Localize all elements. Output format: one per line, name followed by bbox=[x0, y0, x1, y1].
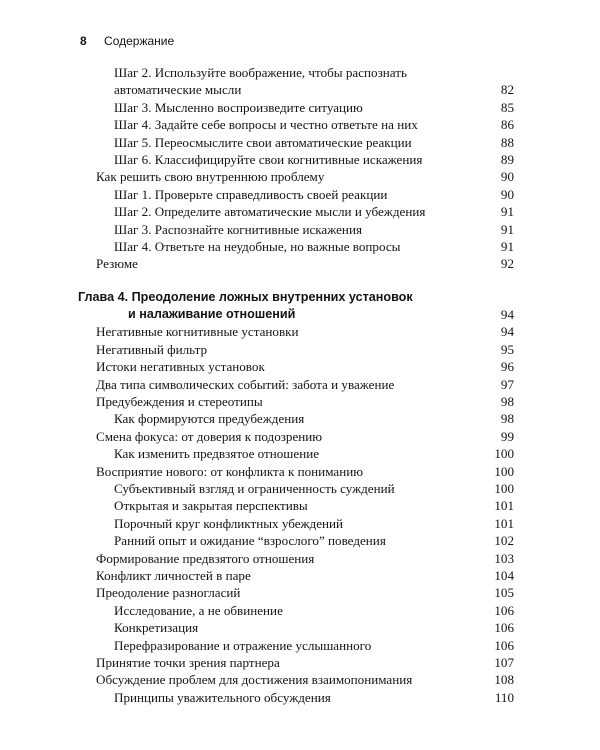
toc-entry bbox=[0, 410, 600, 427]
toc-entry bbox=[0, 99, 600, 116]
toc-entry bbox=[0, 358, 600, 375]
toc-entry-title: Как изменить предвзятое отношение bbox=[114, 446, 320, 462]
toc-entry bbox=[0, 584, 600, 601]
toc-entry bbox=[0, 463, 600, 480]
toc-entry bbox=[0, 255, 600, 272]
toc-entry-title: Шаг 3. Распознайте когнитивные искажения bbox=[114, 221, 362, 237]
toc-entry-title: Исследование, а не обвинение bbox=[114, 602, 283, 618]
running-header bbox=[80, 34, 174, 48]
toc-entry bbox=[0, 619, 600, 636]
toc-entry-title: Конфликт личностей в паре bbox=[96, 567, 251, 583]
toc-entry-title: Преодоление разногласий bbox=[96, 585, 241, 601]
toc-entry-title: Шаг 2. Определите автоматические мысли и убеждения bbox=[114, 204, 426, 220]
toc-entry bbox=[0, 532, 600, 549]
table-of-contents bbox=[0, 64, 600, 706]
toc-entry-title: Глава 4. Преодоление ложных внутренних установок bbox=[78, 289, 413, 304]
toc-entry-page: 99 bbox=[500, 428, 514, 444]
toc-entry-title: Ранний опыт и ожидание “взрослого” поведения bbox=[114, 533, 386, 549]
toc-entry-title: Формирование предвзятого отношения bbox=[96, 550, 315, 566]
toc-entry-title: Как решить свою внутреннюю проблему bbox=[96, 169, 325, 185]
toc-entry-page: 95 bbox=[500, 341, 514, 357]
toc-entry-title: Шаг 1. Проверьте справедливость своей реакции bbox=[114, 186, 388, 202]
page-number: 8 bbox=[80, 34, 87, 48]
toc-entry bbox=[0, 221, 600, 238]
toc-entry bbox=[0, 168, 600, 185]
toc-entry bbox=[0, 186, 600, 203]
toc-entry bbox=[0, 689, 600, 706]
toc-entry-page: 94 bbox=[500, 324, 514, 340]
toc-entry-page: 108 bbox=[494, 672, 514, 688]
toc-entry-title: и налаживание отношений bbox=[128, 307, 296, 322]
toc-entry-page: 91 bbox=[500, 204, 514, 220]
toc-entry-page: 105 bbox=[494, 585, 514, 601]
toc-entry-title: Шаг 2. Используйте воображение, чтобы распознать bbox=[114, 65, 407, 80]
toc-entry-page: 96 bbox=[500, 359, 514, 375]
toc-entry-title: Смена фокуса: от доверия к подозрению bbox=[96, 428, 323, 444]
toc-entry-page: 91 bbox=[500, 221, 514, 237]
toc-entry-title: Как формируются предубеждения bbox=[114, 411, 305, 427]
toc-entry-title: Истоки негативных установок bbox=[96, 359, 265, 375]
toc-entry-title: Принципы уважительного обсуждения bbox=[114, 689, 331, 705]
toc-entry-page: 91 bbox=[500, 238, 514, 254]
toc-entry-title: Перефразирование и отражение услышанного bbox=[114, 637, 372, 653]
toc-entry-page: 100 bbox=[494, 463, 514, 479]
toc-entry-title: Негативный фильтр bbox=[96, 341, 208, 357]
toc-entry-page: 98 bbox=[500, 411, 514, 427]
toc-entry-page: 106 bbox=[494, 620, 514, 636]
toc-entry-title: Шаг 4. Задайте себе вопросы и честно ответьте на них bbox=[114, 117, 418, 133]
toc-entry-title: Негативные когнитивные установки bbox=[96, 324, 299, 340]
toc-entry bbox=[0, 151, 600, 168]
toc-entry bbox=[0, 81, 600, 98]
toc-entry bbox=[0, 637, 600, 654]
toc-entry bbox=[0, 602, 600, 619]
toc-entry-title: Обсуждение проблем для достижения взаимопонимания bbox=[96, 672, 413, 688]
toc-entry-title: Шаг 5. Переосмыслите свои автоматические реакции bbox=[114, 134, 412, 150]
toc-entry-page: 92 bbox=[500, 256, 514, 272]
toc-entry-page: 102 bbox=[494, 533, 514, 549]
toc-entry-page: 106 bbox=[494, 637, 514, 653]
toc-entry bbox=[0, 428, 600, 445]
toc-entry-page: 103 bbox=[494, 550, 514, 566]
toc-entry-page: 101 bbox=[494, 498, 514, 514]
toc-entry bbox=[0, 203, 600, 220]
toc-entry-title: Открытая и закрытая перспективы bbox=[114, 498, 308, 514]
toc-entry bbox=[0, 445, 600, 462]
toc-entry-page: 104 bbox=[494, 567, 514, 583]
toc-entry-title: Порочный круг конфликтных убеждений bbox=[114, 515, 344, 531]
toc-entry bbox=[0, 567, 600, 584]
running-header-title: Содержание bbox=[104, 34, 175, 48]
toc-chapter-entry bbox=[0, 289, 600, 306]
toc-entry bbox=[0, 376, 600, 393]
toc-entry-page: 100 bbox=[494, 446, 514, 462]
toc-entry-title: Субъективный взгляд и ограниченность суждений bbox=[114, 480, 395, 496]
toc-entry bbox=[0, 671, 600, 688]
toc-entry bbox=[0, 323, 600, 340]
toc-entry bbox=[0, 116, 600, 133]
toc-entry-title: Шаг 4. Ответьте на неудобные, но важные вопросы bbox=[114, 238, 401, 254]
toc-entry-title: Два типа символических событий: забота и уважение bbox=[96, 376, 395, 392]
toc-entry bbox=[0, 393, 600, 410]
toc-entry bbox=[0, 550, 600, 567]
toc-entry-page: 107 bbox=[494, 654, 514, 670]
toc-entry-page: 82 bbox=[500, 82, 514, 98]
toc-entry-page: 101 bbox=[494, 515, 514, 531]
toc-entry bbox=[0, 134, 600, 151]
toc-entry-page: 90 bbox=[500, 169, 514, 185]
toc-entry-page: 89 bbox=[500, 151, 514, 167]
toc-entry-page: 110 bbox=[494, 689, 514, 705]
toc-entry-title: Резюме bbox=[96, 256, 138, 272]
toc-entry-page: 86 bbox=[500, 117, 514, 133]
toc-entry bbox=[0, 480, 600, 497]
toc-entry bbox=[0, 654, 600, 671]
toc-entry-page: 94 bbox=[500, 307, 514, 323]
toc-entry-title: Предубеждения и стереотипы bbox=[96, 394, 263, 410]
toc-entry-title: Восприятие нового: от конфликта к пониманию bbox=[96, 463, 363, 479]
toc-entry-title: Шаг 3. Мысленно воспроизведите ситуацию bbox=[114, 99, 363, 115]
toc-entry-page: 90 bbox=[500, 186, 514, 202]
toc-entry-page: 88 bbox=[500, 134, 514, 150]
toc-entry bbox=[0, 497, 600, 514]
toc-entry-page: 85 bbox=[500, 99, 514, 115]
toc-entry bbox=[0, 515, 600, 532]
toc-chapter-entry bbox=[0, 306, 600, 323]
toc-entry bbox=[0, 238, 600, 255]
toc-entry-title: Конкретизация bbox=[114, 620, 199, 636]
toc-entry-page: 97 bbox=[500, 376, 514, 392]
toc-entry bbox=[0, 341, 600, 358]
toc-entry-page: 106 bbox=[494, 602, 514, 618]
toc-entry-title: автоматические мысли bbox=[114, 82, 242, 98]
toc-entry-page: 98 bbox=[500, 394, 514, 410]
toc-entry-page: 100 bbox=[494, 480, 514, 496]
toc-entry-title: Шаг 6. Классифицируйте свои когнитивные искажения bbox=[114, 151, 423, 167]
toc-entry bbox=[0, 64, 600, 81]
toc-entry-title: Принятие точки зрения партнера bbox=[96, 654, 280, 670]
section-gap bbox=[0, 273, 600, 289]
